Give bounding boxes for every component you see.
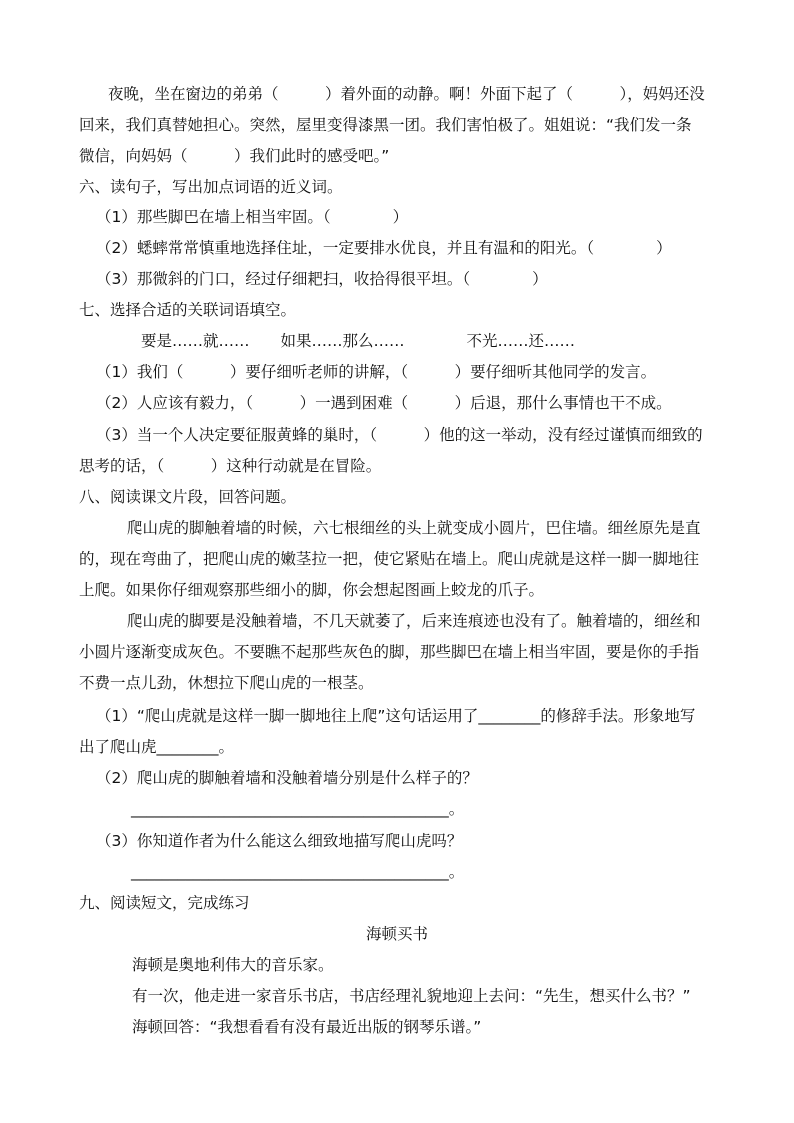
article-line-3: 海顿回答：“我想看看有没有最近出版的钢琴乐谱。” bbox=[132, 1018, 482, 1036]
question-6-2: （2）蟋蟀常常慎重地选择住址，一定要排水优良，并且有温和的阳光。（ ） bbox=[96, 239, 672, 257]
section-heading-6: 六、读句子，写出加点词语的近义词。 bbox=[79, 178, 343, 196]
question-7-2: （2）人应该有毅力，（ ）一遇到困难（ ）后退，那什么事情也干不成。 bbox=[96, 394, 672, 412]
section-heading-8: 八、阅读课文片段，回答问题。 bbox=[79, 488, 297, 506]
section-heading-7: 七、选择合适的关联词语填空。 bbox=[79, 301, 297, 319]
passage-line-5: 小圆片逐渐变成灰色。不要瞧不起那些灰色的脚，那些脚巴在墙上相当牢固，要是你的手指 bbox=[79, 643, 700, 661]
conjunction-options: 要是……就…… 如果……那么…… 不光……还…… bbox=[141, 332, 576, 350]
paragraph-line-2: 回来，我们真替她担心。突然，屋里变得漆黑一团。我们害怕极了。姐姐说：“我们发一条 bbox=[79, 116, 692, 134]
passage-line-4: 爬山虎的脚要是没触着墙，不几天就萎了，后来连痕迹也没有了。触着墙的，细丝和 bbox=[127, 612, 701, 630]
article-line-1: 海顿是奥地利伟大的音乐家。 bbox=[132, 956, 334, 974]
question-8-3: （3）你知道作者为什么能这么细致地描写爬山虎吗？ bbox=[96, 832, 463, 850]
passage-line-1: 爬山虎的脚触着墙的时候，六七根细丝的头上就变成小圆片，巴住墙。细丝原先是直 bbox=[127, 519, 701, 537]
passage-line-3: 上爬。如果你仔细观察那些细小的脚，你会想起图画上蛟龙的爪子。 bbox=[79, 581, 545, 599]
article-line-2: 有一次，他走进一家音乐书店，书店经理礼貌地迎上去问：“先生，想买什么书？” bbox=[132, 987, 691, 1005]
article-title: 海顿买书 bbox=[365, 925, 428, 943]
question-8-1-continued: 出了爬山虎________。 bbox=[79, 738, 235, 756]
question-7-1: （1）我们（ ）要仔细听老师的讲解，（ ）要仔细听其他同学的发言。 bbox=[96, 363, 657, 381]
section-heading-9: 九、阅读短文，完成练习 bbox=[79, 894, 250, 912]
paragraph-line-1: 夜晚，坐在窗边的弟弟（ ）着外面的动静。啊！外面下起了（ ），妈妈还没 bbox=[108, 85, 705, 103]
paragraph-line-3: 微信，向妈妈（ ）我们此时的感受吧。” bbox=[79, 147, 390, 165]
question-6-1: （1）那些脚巴在墙上相当牢固。（ ） bbox=[96, 208, 409, 226]
answer-blank-8-2: _________________________________________。 bbox=[131, 800, 465, 818]
passage-line-2: 的，现在弯曲了，把爬山虎的嫩茎拉一把，使它紧贴在墙上。爬山虎就是这样一脚一脚地往 bbox=[79, 550, 700, 568]
question-8-2: （2）爬山虎的脚触着墙和没触着墙分别是什么样子的？ bbox=[96, 769, 478, 787]
question-6-3: （3）那微斜的门口，经过仔细耙扫，收拾得很平坦。（ ） bbox=[96, 270, 548, 288]
passage-line-6: 不费一点儿劲，休想拉下爬山虎的一根茎。 bbox=[79, 674, 374, 692]
answer-blank-8-3: _________________________________________。 bbox=[131, 863, 465, 881]
question-7-3: （3）当一个人决定要征服黄蜂的巢时，（ ）他的这一举动，没有经过谨慎而细致的 bbox=[96, 426, 703, 444]
question-8-1: （1）“爬山虎就是这样一脚一脚地往上爬”这句话运用了________的修辞手法。形象地写 bbox=[96, 707, 696, 725]
question-7-3-continued: 思考的话，（ ）这种行动就是在冒险。 bbox=[79, 457, 382, 475]
